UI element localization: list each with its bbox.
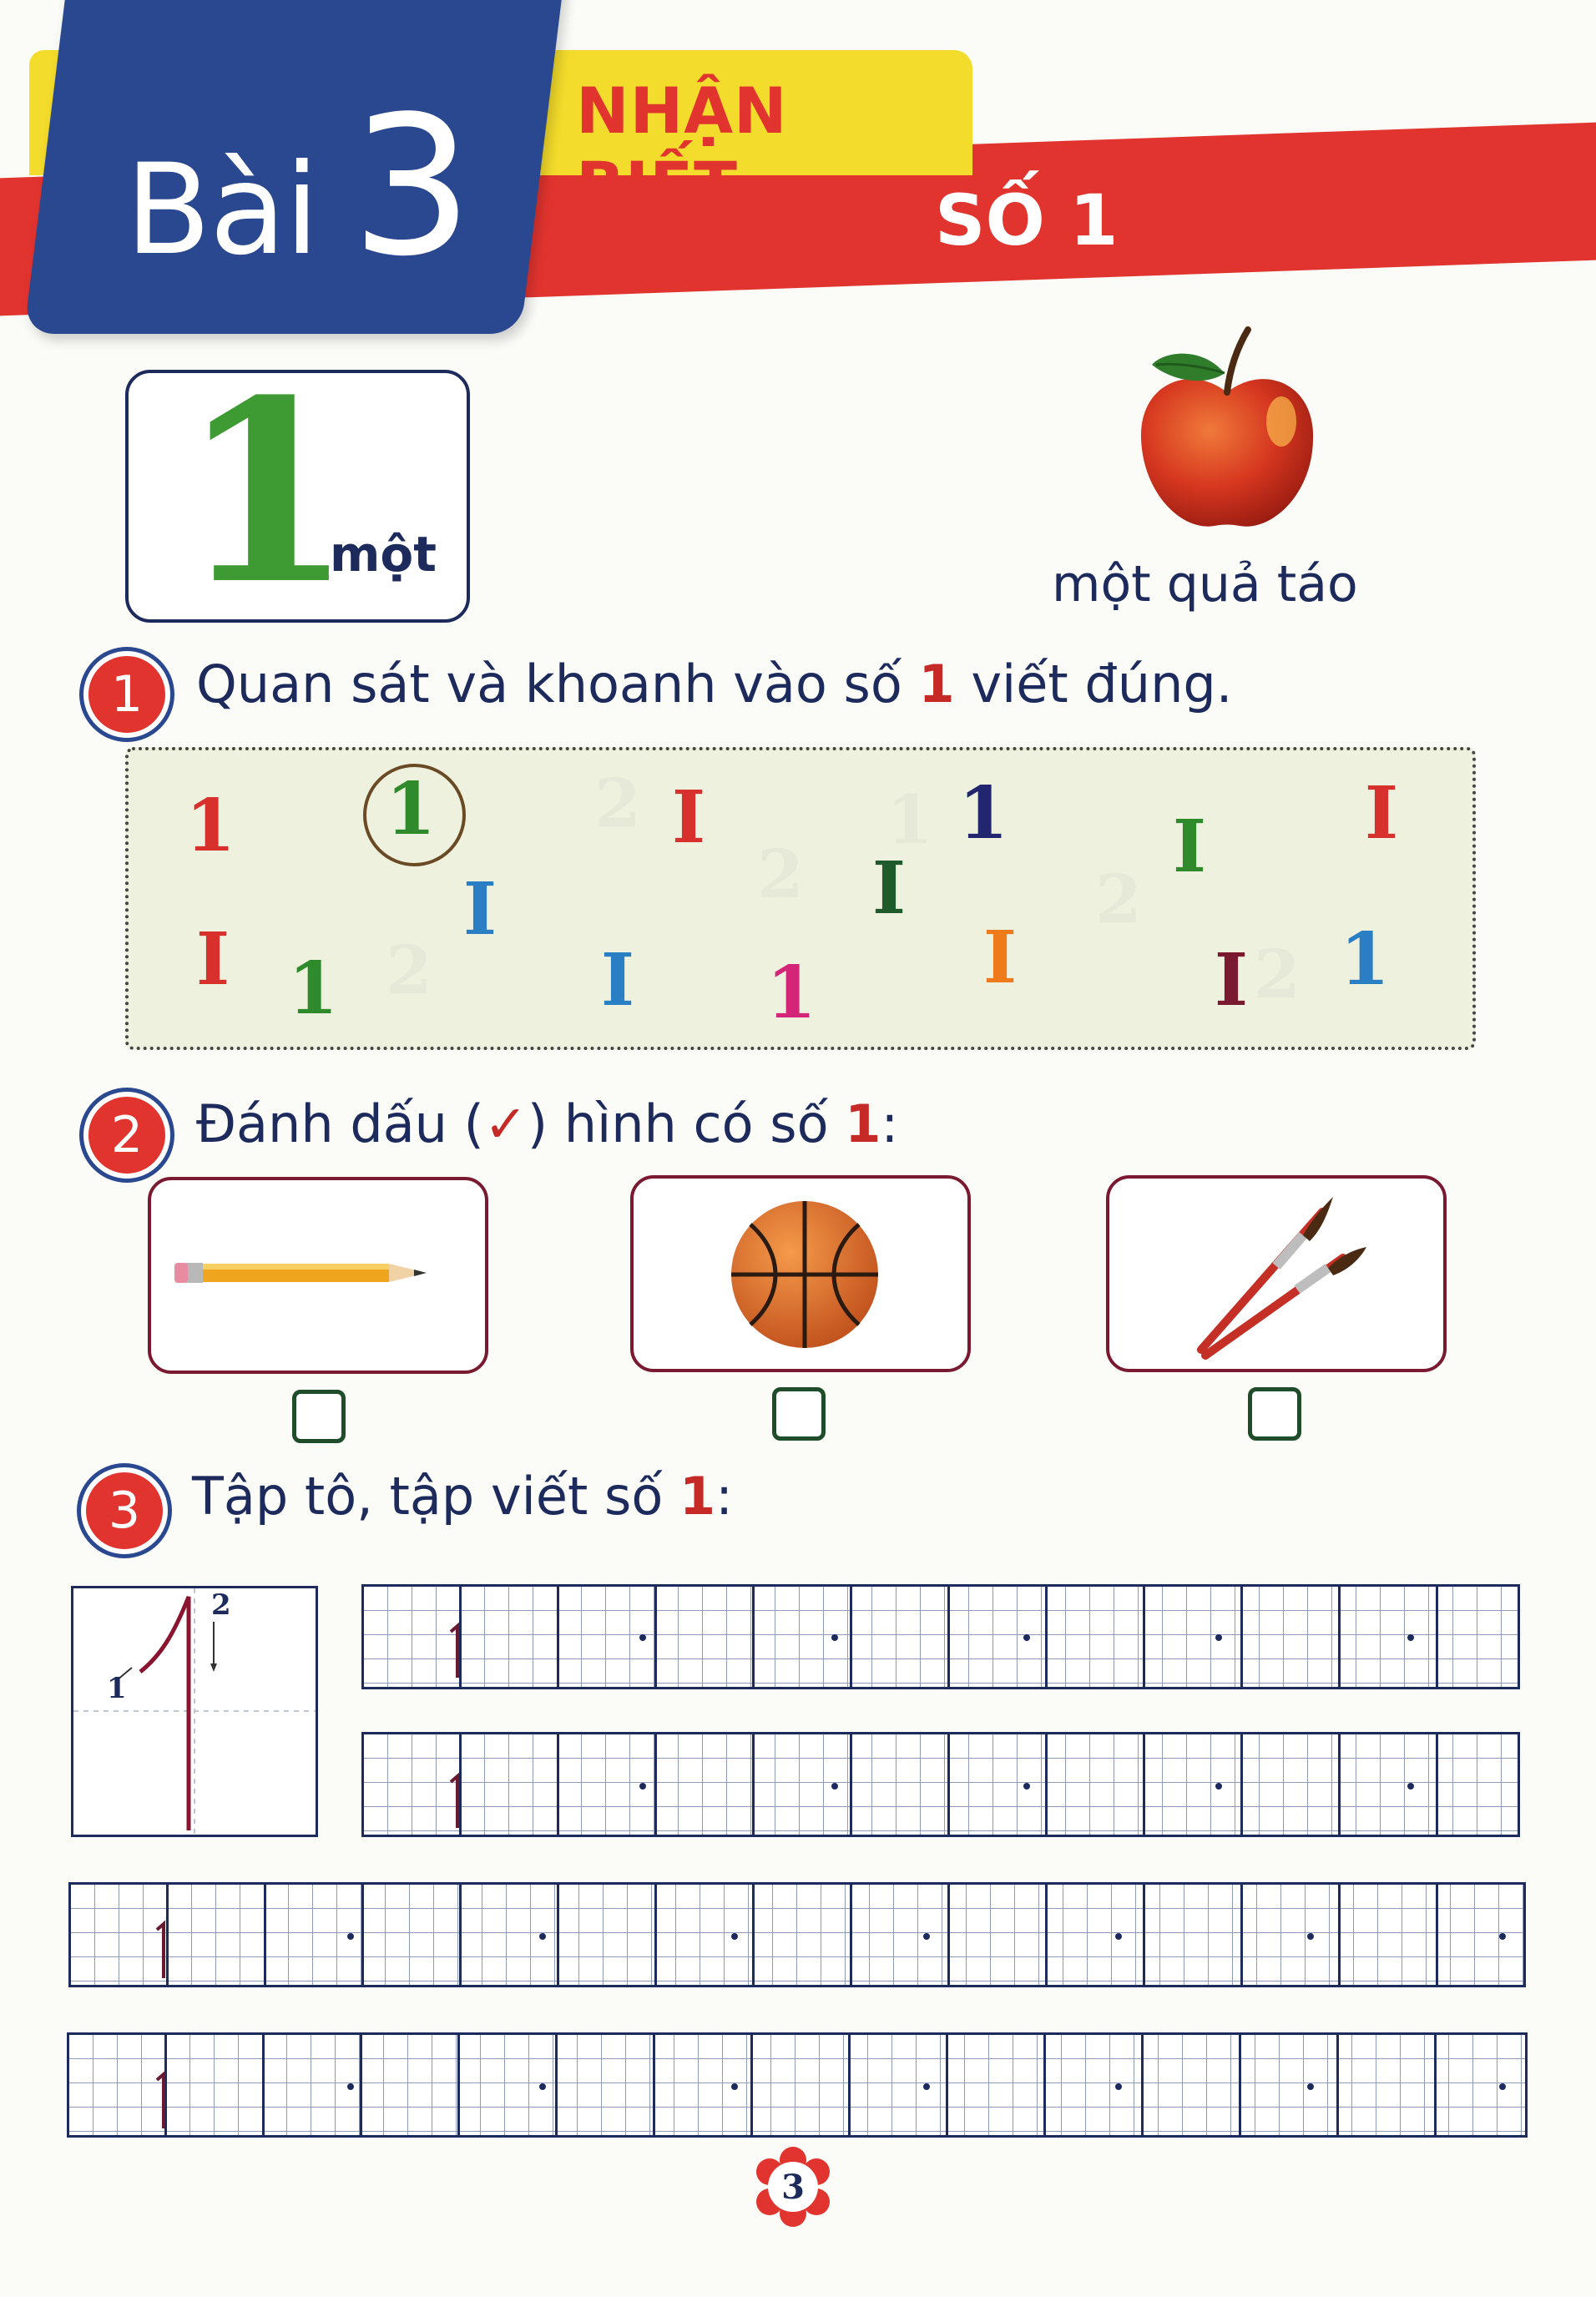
digit-option[interactable]: 1 (958, 771, 1008, 856)
number-card-word: một (330, 526, 437, 583)
exercise-3-instruction: Tập tô, tập viết số 1: (192, 1466, 734, 1527)
digit-option[interactable]: I (671, 775, 706, 860)
digit-option[interactable]: 1 (386, 767, 436, 851)
exercise-2-badge: 2 (83, 1092, 170, 1179)
digit-option[interactable]: 1 (766, 951, 816, 1035)
digit-option[interactable]: 1 (1340, 917, 1390, 1002)
digit-option[interactable]: I (1214, 938, 1249, 1022)
digit-option[interactable]: I (1172, 805, 1207, 889)
lesson-number: 3 (351, 76, 473, 299)
exercise-1-badge: 1 (83, 651, 170, 738)
digit-option[interactable]: I (1364, 771, 1399, 856)
exercise-3-badge: 3 (81, 1467, 168, 1554)
digit-option[interactable]: 1 (185, 784, 235, 868)
number-card-digit: 1 (179, 345, 354, 639)
lesson-subtitle: NHẬN BIẾT (576, 73, 788, 222)
stroke-label-1: 1 (107, 1672, 127, 1705)
stroke-label-2: 2 (211, 1588, 231, 1622)
digit-option[interactable]: I (871, 846, 907, 931)
exercise-2-instruction: Đánh dấu (✓) hình có số 1: (196, 1093, 899, 1154)
digit-option[interactable]: I (195, 917, 230, 1002)
digit-option[interactable]: I (982, 916, 1018, 1000)
digit-option[interactable]: I (462, 867, 497, 952)
apple-caption: một quả táo (1052, 555, 1358, 613)
lesson-main-title: SỐ 1 (935, 179, 1119, 261)
check-mark-icon: ✓ (483, 1093, 528, 1154)
digit-option[interactable]: I (600, 938, 635, 1022)
digit-option[interactable]: 1 (288, 947, 338, 1031)
page-number: 3 (781, 2167, 805, 2207)
lesson-word: Bài (125, 138, 318, 283)
exercise-1-instruction: Quan sát và khoanh vào số 1 viết đúng. (196, 654, 1233, 714)
